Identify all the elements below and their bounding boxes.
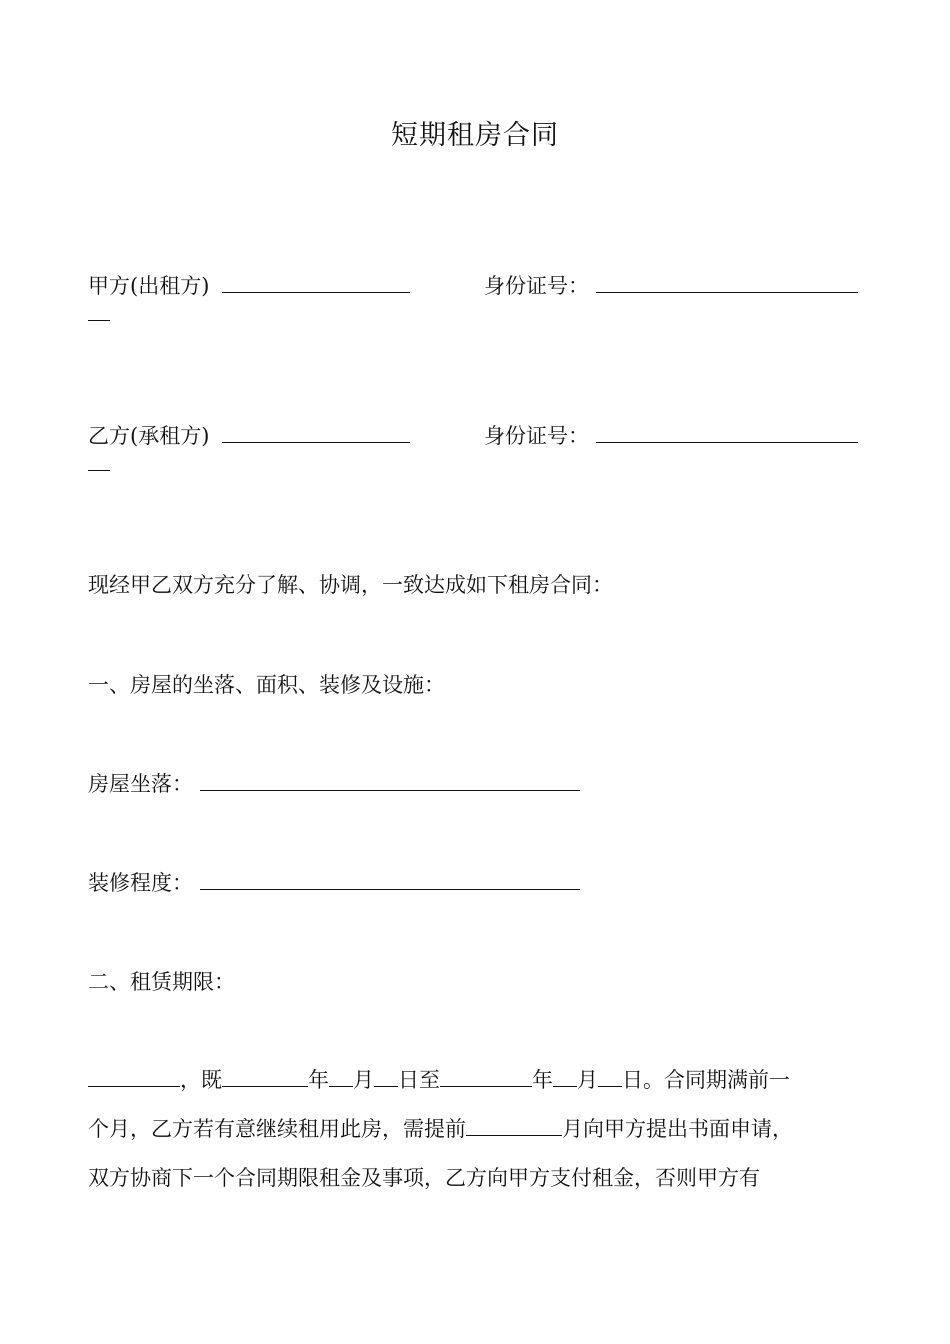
start-day-blank[interactable]	[374, 1064, 398, 1087]
start-month-blank[interactable]	[329, 1064, 353, 1087]
month-text-2: 月	[577, 1068, 598, 1092]
month-text: 月	[353, 1068, 374, 1092]
decoration-blank[interactable]	[200, 867, 580, 890]
year-text-2: 年	[532, 1068, 553, 1092]
document-title: 短期租房合同	[391, 120, 559, 151]
party-b-label: 乙方(承租方)	[88, 424, 210, 448]
party-a-id-label: 身份证号：	[484, 274, 589, 298]
decoration-label: 装修程度：	[88, 871, 193, 895]
section-2-heading: 二、租赁期限：	[88, 970, 235, 994]
term-tail-text: 日。合同期满前一	[622, 1068, 790, 1092]
party-b-name-blank[interactable]	[222, 420, 410, 443]
renewal-text-b: 月向甲方提出书面申请，	[562, 1117, 793, 1141]
intro-paragraph: 现经甲乙双方充分了解、协调，一致达成如下租房合同：	[88, 573, 613, 597]
party-a-id-blank[interactable]	[596, 270, 858, 293]
lease-term-line-1	[88, 1056, 878, 1105]
day-to-text: 日至	[398, 1068, 440, 1092]
end-month-blank[interactable]	[553, 1064, 577, 1087]
party-a-line	[88, 270, 410, 301]
location-blank[interactable]	[200, 768, 580, 791]
party-a-name-blank[interactable]	[222, 270, 410, 293]
renewal-text-a: 个月，乙方若有意继续租用此房，需提前	[88, 1117, 466, 1141]
start-year-blank[interactable]	[222, 1064, 308, 1087]
year-text: 年	[308, 1068, 329, 1092]
party-b-id-line	[484, 420, 858, 451]
lease-term-line-2	[88, 1105, 878, 1154]
location-label: 房屋坐落：	[88, 772, 193, 796]
party-b-id-blank-continued	[88, 470, 110, 471]
party-b-id-label: 身份证号：	[484, 424, 589, 448]
lease-term-line-3: 双方协商下一个合同期限租金及事项，乙方向甲方支付租金，否则甲方有	[88, 1166, 760, 1190]
location-line	[88, 768, 580, 799]
party-a-label: 甲方(出租方)	[88, 274, 210, 298]
term-count-blank[interactable]	[88, 1064, 180, 1087]
party-b-id-blank[interactable]	[596, 420, 858, 443]
notice-months-blank[interactable]	[466, 1113, 562, 1136]
section-1-heading: 一、房屋的坐落、面积、装修及设施：	[88, 673, 445, 697]
party-a-id-line	[484, 270, 858, 301]
lease-term-paragraph	[88, 1056, 878, 1203]
term-comma-text: ，既	[180, 1068, 222, 1092]
decoration-line	[88, 867, 580, 898]
end-day-blank[interactable]	[598, 1064, 622, 1087]
party-a-id-blank-continued	[88, 320, 110, 321]
party-b-line	[88, 420, 410, 451]
end-year-blank[interactable]	[440, 1064, 532, 1087]
